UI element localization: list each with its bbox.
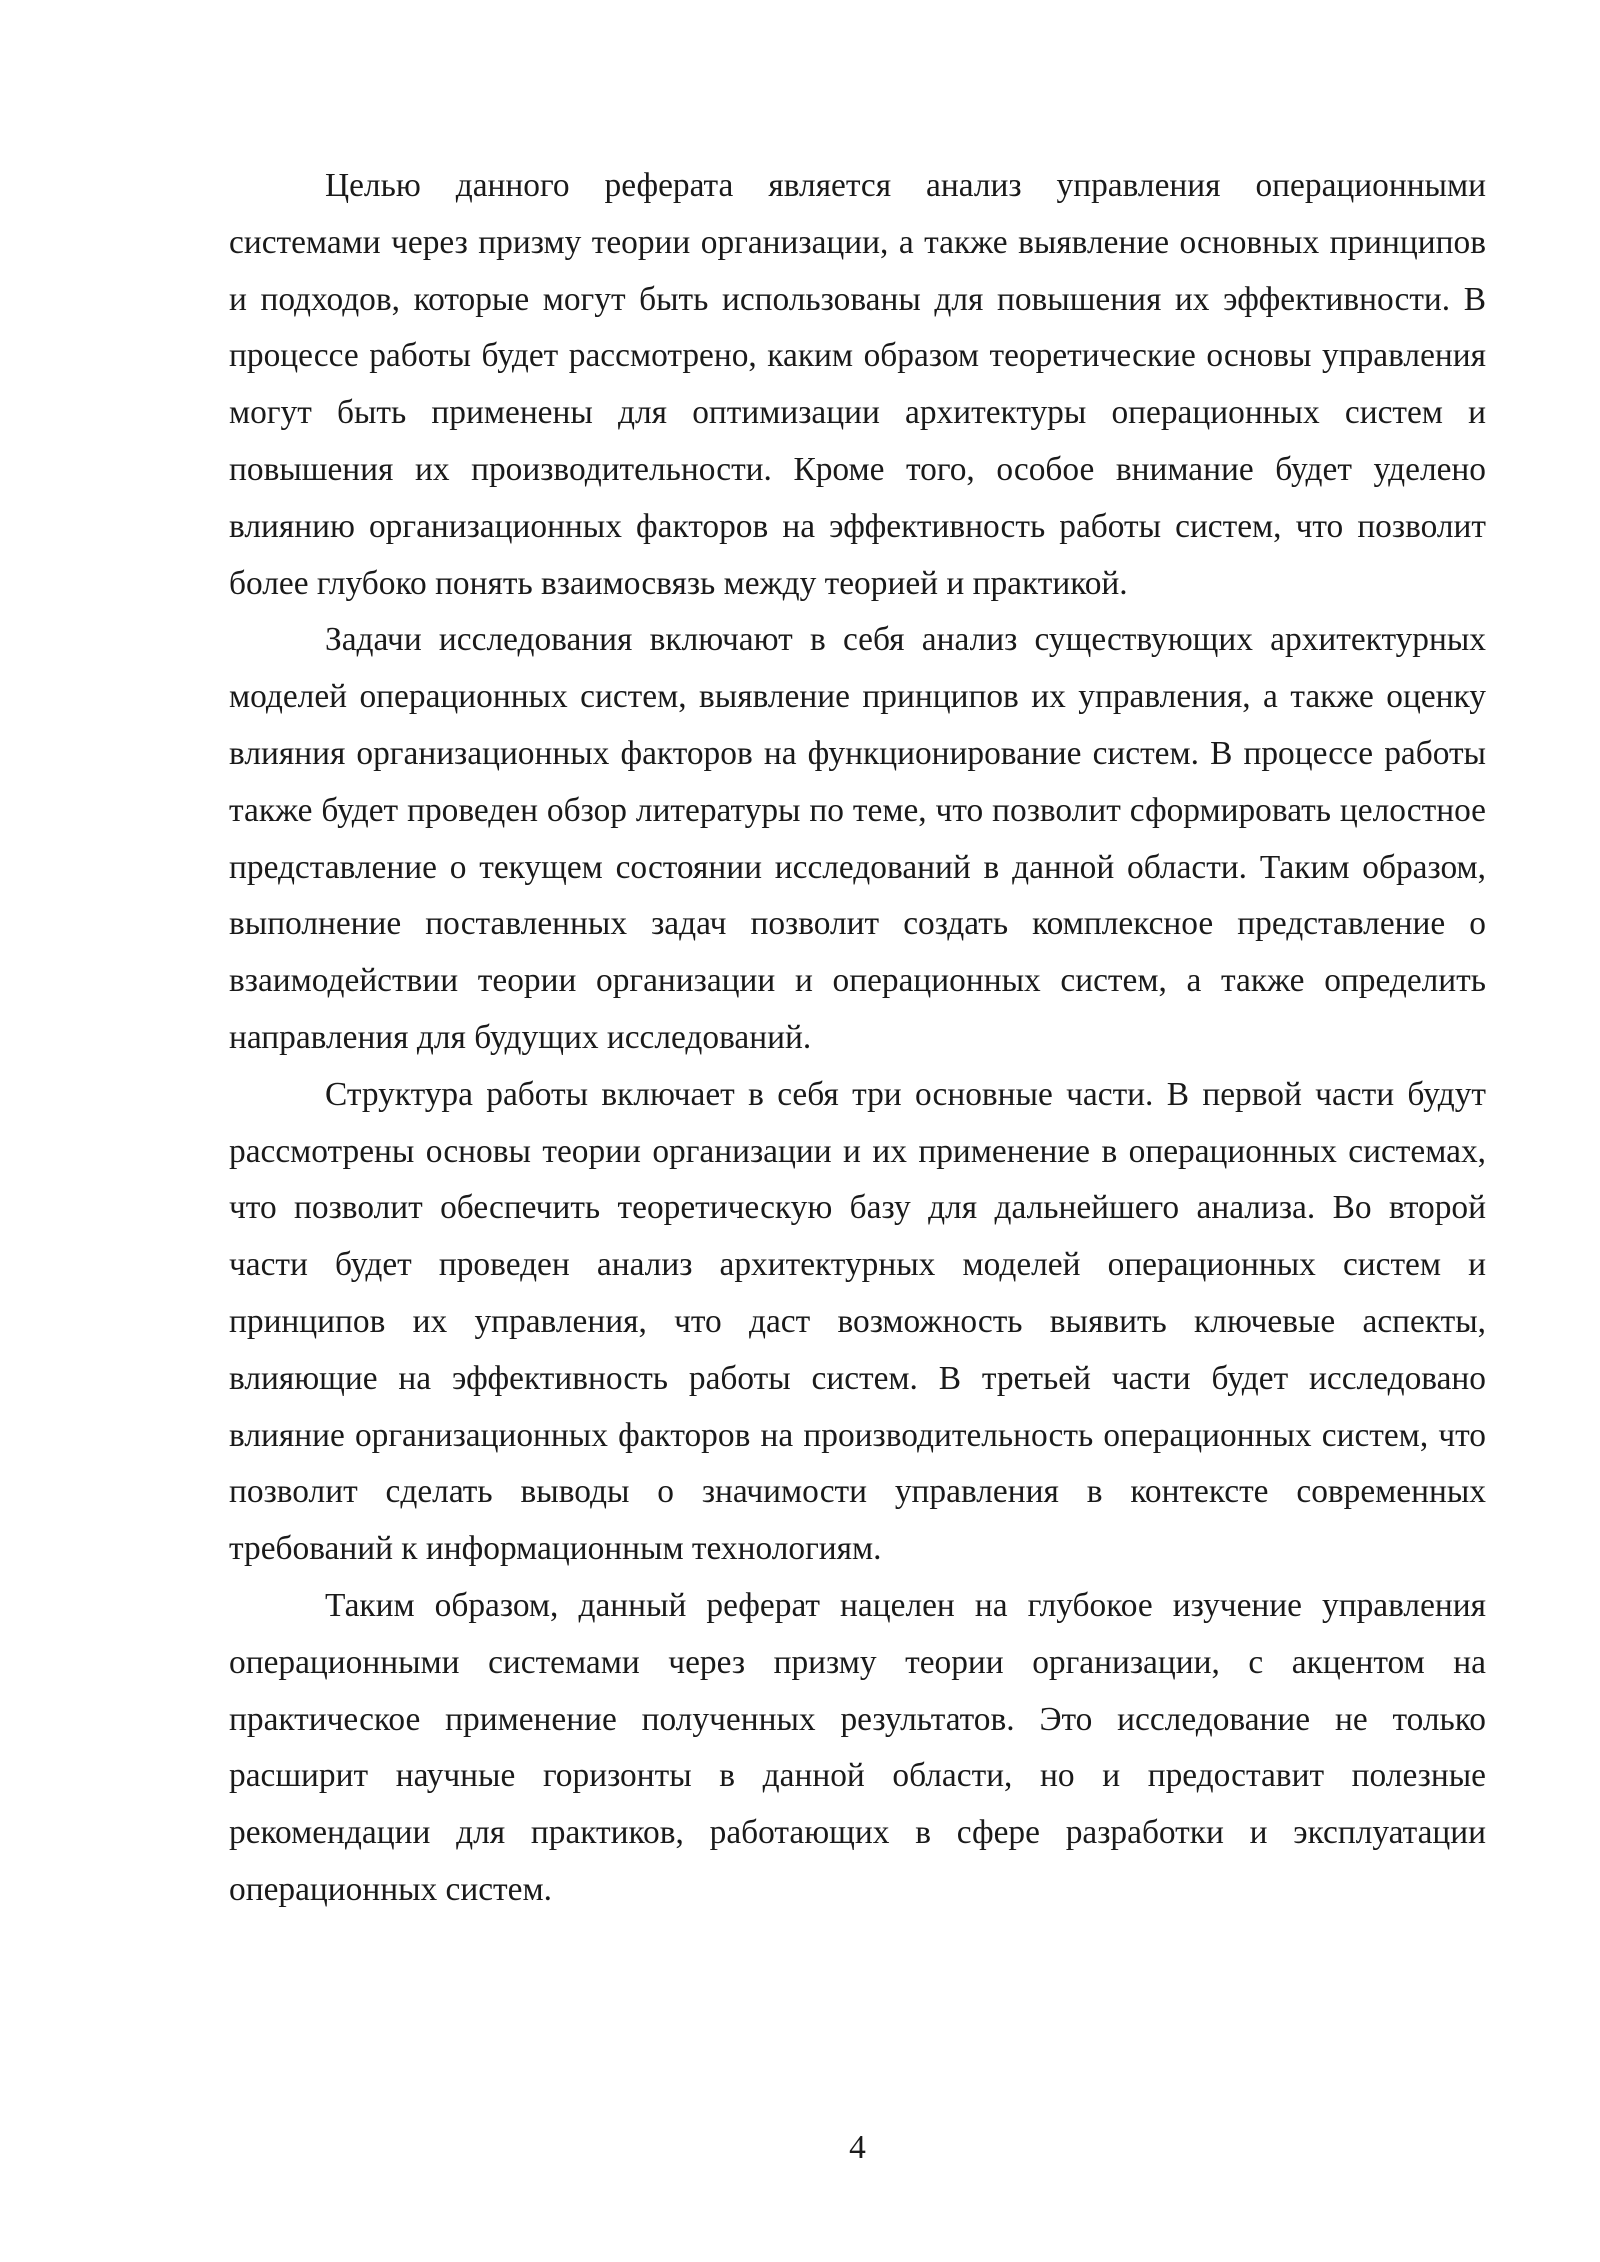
paragraph-tasks: Задачи исследования включают в себя анализ существующих архитектурных моделей операционных систем, выявление принципов их управления, а также оценку влияния организационных факторов на функционирование систем. В процессе работы также будет проведен обзор литературы по теме, что позволит сформировать целостное представление о текущем состоянии исследований в данной области. Таким образом, выполнение поставленных задач позволит создать комплексное представление о взаимодействии теории организации и операционных систем, а также определить направления для будущих исследований. xyxy=(229,621,1486,1056)
paragraph-conclusion: Таким образом, данный реферат нацелен на глубокое изучение управления операционными системами через призму теории организации, с акцентом на практическое применение полученных результатов. Это исследование не только расширит научные горизонты в данной области, но и предоставит полезные рекомендации для практиков, работающих в сфере разработки и эксплуатации операционных систем. xyxy=(229,1586,1486,1908)
body-text xyxy=(229,158,1486,1919)
paragraph-structure: Структура работы включает в себя три основные части. В первой части будут рассмотрены основы теории организации и их применение в операционных системах, что позволит обеспечить теоретическую базу для дальнейшего анализа. Во второй части будет проведен анализ архитектурных моделей операционных систем и принципов их управления, что даст возможность выявить ключевые аспекты, влияющие на эффективность работы систем. В третьей части будет исследовано влияние организационных факторов на производительность операционных систем, что позволит сделать выводы о значимости управления в контексте современных требований к информационным технологиям. xyxy=(229,1075,1486,1568)
page-number: 4 xyxy=(849,2129,866,2166)
paragraph-goal: Целью данного реферата является анализ управления операционными системами через призму теории организации, а также выявление основных принципов и подходов, которые могут быть использованы для повышения их эффективности. В процессе работы будет рассмотрено, каким образом теоретические основы управления могут быть применены для оптимизации архитектуры операционных систем и повышения их производительности. Кроме того, особое внимание будет уделено влиянию организационных факторов на эффективность работы систем, что позволит более глубоко понять взаимосвязь между теорией и практикой. xyxy=(229,167,1486,602)
